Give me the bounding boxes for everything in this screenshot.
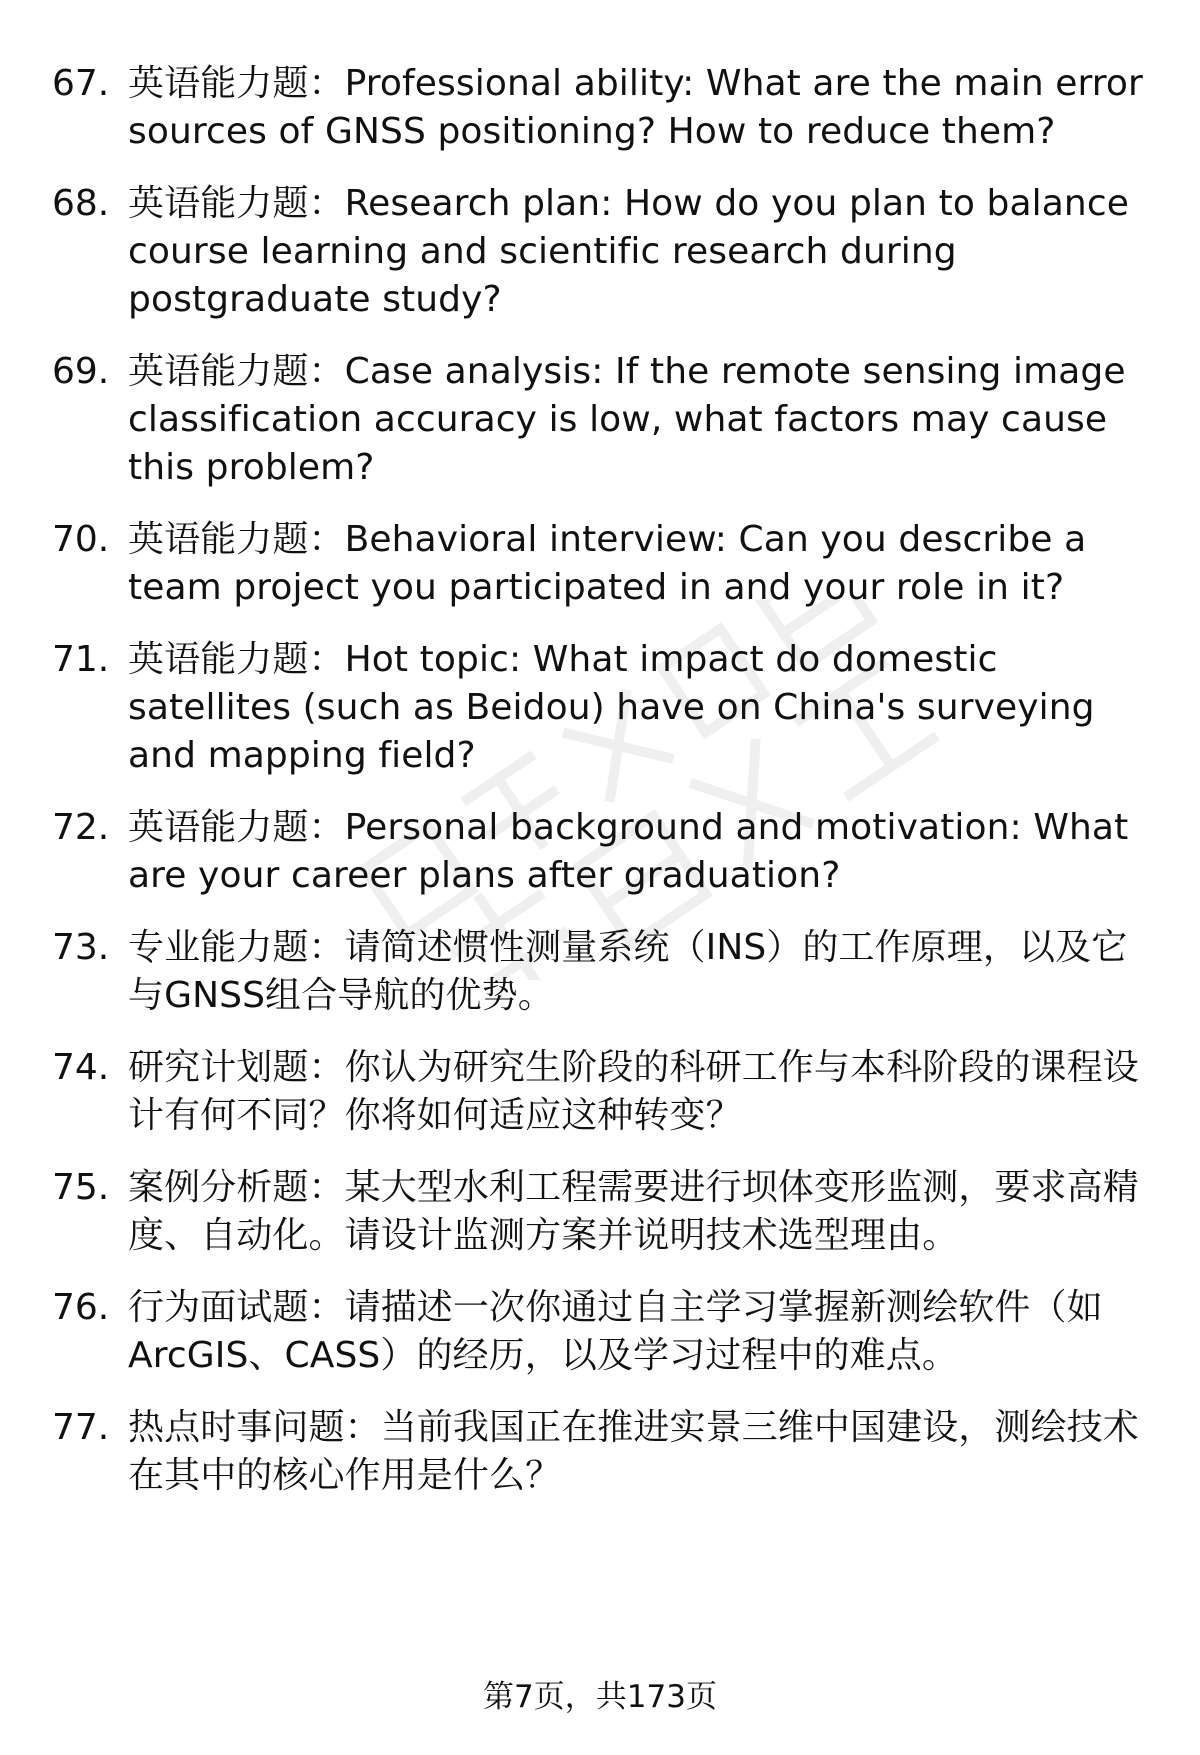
question-text: 行为面试题：请描述一次你通过自主学习掌握新测绘软件（如ArcGIS、CASS）的经历，以及学习过程中的难点。 [128, 1287, 1103, 1376]
question-number: 73. [52, 927, 110, 968]
question-text: 英语能力题：Hot topic: What impact do domestic satellites (such as Beidou) have on China's surveying and mapping field? [128, 639, 1095, 776]
question-item [52, 1284, 1162, 1380]
question-item [52, 804, 1162, 900]
question-item [52, 1164, 1162, 1260]
question-number: 67. [52, 63, 110, 104]
page-footer: 第7页，共173页 [483, 1679, 717, 1715]
question-number: 71. [52, 639, 110, 680]
question-text: 专业能力题：请简述惯性测量系统（INS）的工作原理，以及它与GNSS组合导航的优势。 [128, 927, 1128, 1016]
question-text: 研究计划题：你认为研究生阶段的科研工作与本科阶段的课程设计有何不同？你将如何适应这种转变？ [128, 1047, 1139, 1136]
question-item [52, 924, 1162, 1020]
question-number: 70. [52, 519, 110, 560]
question-item [52, 180, 1162, 324]
question-text: 英语能力题：Professional ability: What are the main error sources of GNSS positioning? How to reduce them? [128, 63, 1143, 152]
question-number: 76. [52, 1287, 110, 1328]
question-text: 英语能力题：Personal background and motivation: What are your career plans after graduation? [128, 807, 1129, 896]
question-item [52, 60, 1162, 156]
question-number: 69. [52, 351, 110, 392]
question-item [52, 516, 1162, 612]
question-number: 68. [52, 183, 110, 224]
question-number: 74. [52, 1047, 110, 1088]
question-text: 英语能力题：Research plan: How do you plan to balance course learning and scientific research during postgraduate study? [128, 183, 1129, 320]
question-item [52, 636, 1162, 780]
question-text: 英语能力题：Behavioral interview: Can you describe a team project you participated in and your role in it? [128, 519, 1087, 608]
question-item [52, 1404, 1162, 1500]
question-number: 75. [52, 1167, 110, 1208]
question-item [52, 348, 1162, 492]
question-text: 英语能力题：Case analysis: If the remote sensing image classification accuracy is low, what factors may cause this problem? [128, 351, 1126, 488]
question-text: 案例分析题：某大型水利工程需要进行坝体变形监测，要求高精度、自动化。请设计监测方案并说明技术选型理由。 [128, 1167, 1139, 1256]
question-number: 72. [52, 807, 110, 848]
question-item [52, 1044, 1162, 1140]
question-text: 热点时事问题：当前我国正在推进实景三维中国建设，测绘技术在其中的核心作用是什么？ [128, 1407, 1139, 1496]
question-list [52, 60, 1162, 1524]
question-number: 77. [52, 1407, 110, 1448]
